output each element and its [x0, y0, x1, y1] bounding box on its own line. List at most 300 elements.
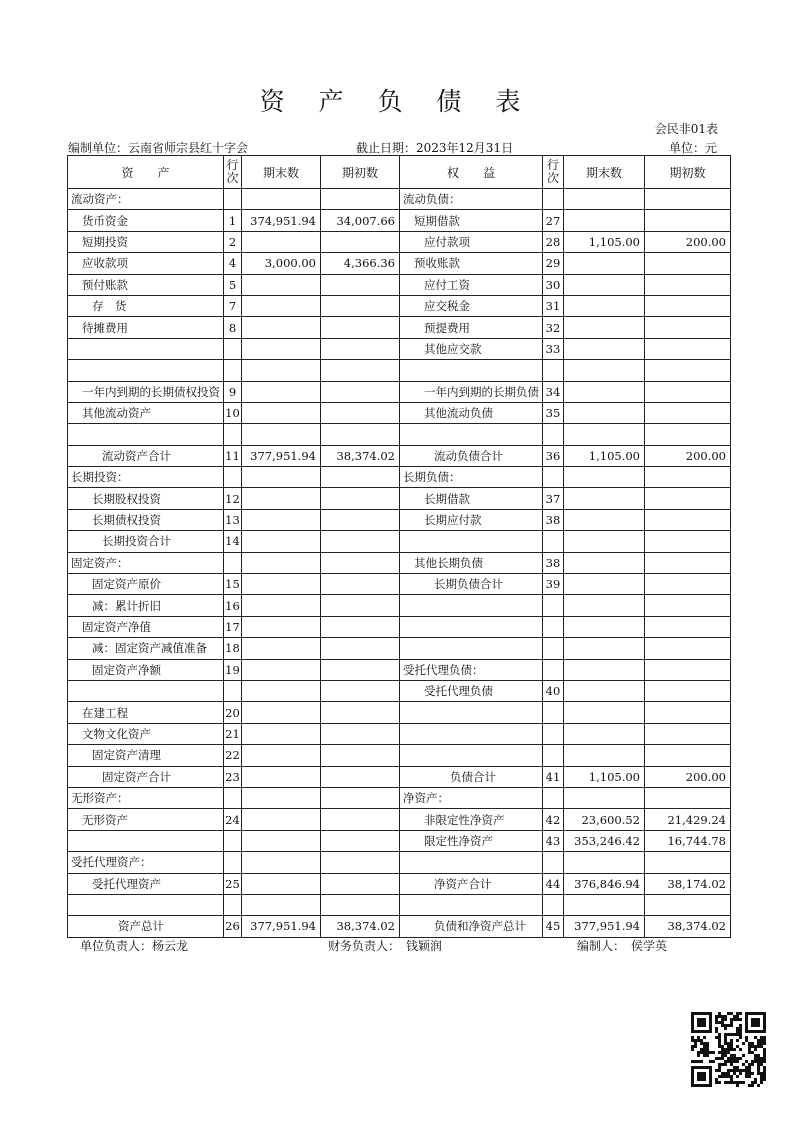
liability-period-begin — [645, 253, 731, 274]
asset-period-end — [242, 787, 321, 808]
liability-period-end — [564, 210, 645, 231]
asset-line-no — [224, 830, 242, 851]
asset-name: 无形资产 — [68, 809, 224, 830]
liability-period-begin: 38,374.02 — [645, 916, 731, 937]
liability-line-no: 28 — [543, 231, 564, 252]
liability-line-no — [543, 531, 564, 552]
asset-name: 文物文化资产 — [68, 723, 224, 744]
liability-line-no: 44 — [543, 873, 564, 894]
liability-period-end — [564, 360, 645, 381]
balance-sheet-table — [67, 155, 731, 938]
asset-period-begin: 4,366.36 — [321, 253, 400, 274]
table-row — [68, 616, 731, 637]
asset-line-no: 12 — [224, 488, 242, 509]
asset-name: 一年内到期的长期债权投资 — [68, 381, 224, 402]
asset-period-end — [242, 809, 321, 830]
liability-name: 一年内到期的长期负债 — [400, 381, 543, 402]
liability-name: 受托代理负债： — [400, 659, 543, 680]
header-line-no: 行次 — [224, 156, 242, 189]
table-row — [68, 295, 731, 316]
asset-period-end — [242, 360, 321, 381]
asset-name: 固定资产原价 — [68, 574, 224, 595]
liability-name: 其他长期负债 — [400, 552, 543, 573]
asset-name: 固定资产净额 — [68, 659, 224, 680]
table-row — [68, 402, 731, 423]
liability-period-end — [564, 595, 645, 616]
liability-name: 应交税金 — [400, 295, 543, 316]
asset-line-no — [224, 189, 242, 210]
liability-name: 应付工资 — [400, 274, 543, 295]
asset-period-end — [242, 723, 321, 744]
liability-line-no: 39 — [543, 574, 564, 595]
liability-period-begin — [645, 531, 731, 552]
asset-name — [68, 424, 224, 445]
liability-period-end: 377,951.94 — [564, 916, 645, 937]
liability-name: 其他应交款 — [400, 338, 543, 359]
liability-period-begin — [645, 616, 731, 637]
asset-line-no: 25 — [224, 873, 242, 894]
asset-period-end — [242, 488, 321, 509]
liability-name — [400, 852, 543, 873]
liability-period-end — [564, 702, 645, 723]
asset-name: 其他流动资产 — [68, 402, 224, 423]
liability-period-begin — [645, 509, 731, 530]
liability-name: 预收账款 — [400, 253, 543, 274]
asset-line-no: 8 — [224, 317, 242, 338]
table-row — [68, 852, 731, 873]
asset-name — [68, 360, 224, 381]
header-period-end-2: 期末数 — [564, 156, 645, 189]
cutoff-date-label: 截止日期：2023年12月31日 — [356, 141, 514, 155]
currency-unit-label: 单位：元 — [669, 141, 718, 155]
asset-period-end — [242, 830, 321, 851]
liability-line-no: 40 — [543, 680, 564, 701]
table-row — [68, 787, 731, 808]
asset-name: 固定资产： — [68, 552, 224, 573]
table-header-row — [68, 156, 731, 189]
liability-line-no — [543, 723, 564, 744]
asset-period-end — [242, 894, 321, 915]
asset-line-no — [224, 552, 242, 573]
asset-period-begin — [321, 402, 400, 423]
liability-period-end — [564, 467, 645, 488]
asset-line-no: 13 — [224, 509, 242, 530]
asset-period-end: 374,951.94 — [242, 210, 321, 231]
liability-name: 受托代理负债 — [400, 680, 543, 701]
liability-period-end — [564, 659, 645, 680]
liability-period-begin — [645, 787, 731, 808]
liability-line-no: 27 — [543, 210, 564, 231]
table-row — [68, 745, 731, 766]
asset-period-end — [242, 509, 321, 530]
liability-name — [400, 595, 543, 616]
liability-period-end — [564, 381, 645, 402]
liability-period-begin: 200.00 — [645, 766, 731, 787]
liability-name: 净资产合计 — [400, 873, 543, 894]
liability-name — [400, 723, 543, 744]
qr-code-icon — [691, 1012, 766, 1087]
liability-name — [400, 745, 543, 766]
liability-period-begin — [645, 638, 731, 659]
asset-period-end — [242, 189, 321, 210]
asset-period-begin — [321, 274, 400, 295]
asset-period-end — [242, 295, 321, 316]
table-row — [68, 317, 731, 338]
asset-line-no — [224, 467, 242, 488]
asset-line-no: 2 — [224, 231, 242, 252]
liability-line-no — [543, 189, 564, 210]
liability-line-no: 29 — [543, 253, 564, 274]
asset-period-begin — [321, 574, 400, 595]
liability-name — [400, 638, 543, 659]
table-row — [68, 424, 731, 445]
asset-period-end — [242, 231, 321, 252]
asset-name — [68, 680, 224, 701]
asset-period-begin — [321, 745, 400, 766]
liability-name: 负债和净资产总计 — [400, 916, 543, 937]
asset-period-end — [242, 274, 321, 295]
table-row — [68, 552, 731, 573]
asset-period-begin — [321, 873, 400, 894]
asset-line-no: 22 — [224, 745, 242, 766]
asset-line-no: 9 — [224, 381, 242, 402]
liability-period-end — [564, 680, 645, 701]
liability-period-begin — [645, 595, 731, 616]
liability-line-no: 31 — [543, 295, 564, 316]
asset-period-end — [242, 381, 321, 402]
liability-period-begin — [645, 295, 731, 316]
asset-name: 受托代理资产： — [68, 852, 224, 873]
asset-name: 减：累计折旧 — [68, 595, 224, 616]
liability-line-no: 45 — [543, 916, 564, 937]
header-liabilities-equity: 权 益 — [400, 156, 543, 189]
liability-period-end — [564, 852, 645, 873]
liability-line-no: 43 — [543, 830, 564, 851]
asset-period-begin — [321, 638, 400, 659]
unit-head-signature: 单位负责人：杨云龙 — [80, 939, 189, 953]
table-row — [68, 659, 731, 680]
liability-name: 流动负债： — [400, 189, 543, 210]
asset-line-no: 11 — [224, 445, 242, 466]
asset-period-begin — [321, 488, 400, 509]
table-row — [68, 467, 731, 488]
asset-period-end — [242, 638, 321, 659]
liability-line-no — [543, 787, 564, 808]
asset-period-begin — [321, 595, 400, 616]
liability-period-end — [564, 552, 645, 573]
table-row — [68, 253, 731, 274]
liability-period-end — [564, 295, 645, 316]
asset-period-begin — [321, 766, 400, 787]
liability-line-no: 38 — [543, 509, 564, 530]
liability-name — [400, 616, 543, 637]
asset-period-begin — [321, 552, 400, 573]
liability-period-end — [564, 638, 645, 659]
liability-period-begin — [645, 467, 731, 488]
asset-period-begin — [321, 616, 400, 637]
liability-line-no: 32 — [543, 317, 564, 338]
asset-period-end — [242, 659, 321, 680]
liability-line-no — [543, 702, 564, 723]
table-row — [68, 381, 731, 402]
asset-name: 流动资产： — [68, 189, 224, 210]
asset-line-no: 15 — [224, 574, 242, 595]
liability-name: 其他流动负债 — [400, 402, 543, 423]
asset-line-no: 19 — [224, 659, 242, 680]
asset-period-end — [242, 766, 321, 787]
liability-period-begin — [645, 381, 731, 402]
liability-line-no — [543, 659, 564, 680]
table-row — [68, 189, 731, 210]
liability-period-end — [564, 894, 645, 915]
liability-period-begin: 16,744.78 — [645, 830, 731, 851]
preparer-signature: 编制人： 侯学英 — [577, 939, 668, 953]
liability-name: 预提费用 — [400, 317, 543, 338]
liability-line-no: 30 — [543, 274, 564, 295]
asset-line-no — [224, 360, 242, 381]
liability-name: 负债合计 — [400, 766, 543, 787]
liability-name: 流动负债合计 — [400, 445, 543, 466]
asset-period-end — [242, 467, 321, 488]
asset-period-end — [242, 745, 321, 766]
asset-period-begin — [321, 295, 400, 316]
report-title: 资 产 负 债 表 — [259, 87, 534, 116]
liability-period-begin: 38,174.02 — [645, 873, 731, 894]
asset-name: 减：固定资产减值准备 — [68, 638, 224, 659]
liability-line-no — [543, 852, 564, 873]
asset-period-begin — [321, 787, 400, 808]
asset-line-no: 20 — [224, 702, 242, 723]
liability-period-end — [564, 189, 645, 210]
asset-period-end — [242, 424, 321, 445]
asset-line-no: 7 — [224, 295, 242, 316]
asset-line-no — [224, 680, 242, 701]
liability-period-end — [564, 488, 645, 509]
liability-line-no — [543, 360, 564, 381]
asset-period-begin — [321, 659, 400, 680]
liability-name: 长期借款 — [400, 488, 543, 509]
liability-period-begin: 200.00 — [645, 231, 731, 252]
asset-period-begin — [321, 360, 400, 381]
liability-period-end — [564, 509, 645, 530]
liability-period-begin — [645, 894, 731, 915]
liability-period-end: 1,105.00 — [564, 766, 645, 787]
asset-line-no — [224, 787, 242, 808]
asset-period-end — [242, 402, 321, 423]
liability-period-end — [564, 616, 645, 637]
liability-line-no: 41 — [543, 766, 564, 787]
asset-line-no: 24 — [224, 809, 242, 830]
liability-period-begin — [645, 745, 731, 766]
table-row — [68, 210, 731, 231]
liability-period-begin — [645, 402, 731, 423]
asset-name: 流动资产合计 — [68, 445, 224, 466]
asset-name: 固定资产清理 — [68, 745, 224, 766]
asset-period-end: 377,951.94 — [242, 445, 321, 466]
liability-name: 短期借款 — [400, 210, 543, 231]
asset-name: 长期股权投资 — [68, 488, 224, 509]
liability-period-end: 1,105.00 — [564, 231, 645, 252]
asset-period-begin: 38,374.02 — [321, 916, 400, 937]
liability-name: 长期应付款 — [400, 509, 543, 530]
liability-name — [400, 702, 543, 723]
liability-period-begin — [645, 317, 731, 338]
asset-period-end — [242, 680, 321, 701]
asset-name: 无形资产： — [68, 787, 224, 808]
liability-line-no — [543, 595, 564, 616]
asset-period-begin — [321, 852, 400, 873]
liability-name — [400, 894, 543, 915]
asset-name: 长期投资： — [68, 467, 224, 488]
liability-line-no: 35 — [543, 402, 564, 423]
header-line-no-2: 行次 — [543, 156, 564, 189]
asset-period-begin — [321, 231, 400, 252]
table-row — [68, 360, 731, 381]
liability-period-end: 23,600.52 — [564, 809, 645, 830]
asset-name: 预付账款 — [68, 274, 224, 295]
asset-period-begin — [321, 509, 400, 530]
asset-name: 受托代理资产 — [68, 873, 224, 894]
table-row — [68, 274, 731, 295]
table-row — [68, 488, 731, 509]
table-row — [68, 509, 731, 530]
table-row — [68, 809, 731, 830]
liability-line-no — [543, 894, 564, 915]
asset-period-begin — [321, 894, 400, 915]
asset-line-no: 10 — [224, 402, 242, 423]
table-row — [68, 531, 731, 552]
asset-period-begin — [321, 723, 400, 744]
asset-line-no: 18 — [224, 638, 242, 659]
table-row — [68, 231, 731, 252]
asset-period-end — [242, 531, 321, 552]
liability-period-begin — [645, 424, 731, 445]
table-row — [68, 445, 731, 466]
table-row — [68, 680, 731, 701]
asset-period-end — [242, 852, 321, 873]
asset-period-begin — [321, 189, 400, 210]
liability-period-begin — [645, 189, 731, 210]
table-row — [68, 702, 731, 723]
asset-period-begin — [321, 702, 400, 723]
asset-line-no — [224, 894, 242, 915]
asset-line-no: 5 — [224, 274, 242, 295]
liability-period-begin — [645, 488, 731, 509]
table-row — [68, 894, 731, 915]
liability-name: 应付款项 — [400, 231, 543, 252]
asset-period-end: 3,000.00 — [242, 253, 321, 274]
asset-line-no: 4 — [224, 253, 242, 274]
asset-name: 长期投资合计 — [68, 531, 224, 552]
asset-period-begin — [321, 531, 400, 552]
liability-period-begin — [645, 680, 731, 701]
asset-period-begin — [321, 317, 400, 338]
header-period-end: 期末数 — [242, 156, 321, 189]
liability-period-begin — [645, 274, 731, 295]
liability-period-end — [564, 253, 645, 274]
asset-name: 短期投资 — [68, 231, 224, 252]
liability-period-begin: 21,429.24 — [645, 809, 731, 830]
asset-period-end: 377,951.94 — [242, 916, 321, 937]
liability-name — [400, 360, 543, 381]
liability-period-end — [564, 338, 645, 359]
liability-line-no: 33 — [543, 338, 564, 359]
table-row — [68, 638, 731, 659]
asset-name: 待摊费用 — [68, 317, 224, 338]
asset-period-begin — [321, 424, 400, 445]
asset-line-no: 17 — [224, 616, 242, 637]
asset-line-no: 14 — [224, 531, 242, 552]
asset-period-end — [242, 552, 321, 573]
organization-label: 编制单位：云南省师宗县红十字会 — [68, 141, 249, 155]
asset-name: 存 货 — [68, 295, 224, 316]
table-row — [68, 830, 731, 851]
asset-name: 应收款项 — [68, 253, 224, 274]
asset-name — [68, 894, 224, 915]
liability-line-no — [543, 638, 564, 659]
liability-period-begin — [645, 360, 731, 381]
liability-period-end — [564, 574, 645, 595]
liability-line-no — [543, 467, 564, 488]
asset-period-end — [242, 338, 321, 359]
liability-period-end — [564, 531, 645, 552]
asset-period-end — [242, 574, 321, 595]
liability-period-begin — [645, 210, 731, 231]
asset-line-no — [224, 852, 242, 873]
table-row — [68, 595, 731, 616]
liability-name — [400, 531, 543, 552]
finance-head-signature: 财务负责人： 钱颖润 — [328, 939, 443, 953]
liability-period-begin — [645, 702, 731, 723]
asset-line-no: 16 — [224, 595, 242, 616]
liability-period-begin — [645, 552, 731, 573]
form-code: 会民非01表 — [654, 122, 718, 136]
liability-period-end — [564, 723, 645, 744]
asset-line-no: 21 — [224, 723, 242, 744]
liability-period-end: 1,105.00 — [564, 445, 645, 466]
asset-name: 长期债权投资 — [68, 509, 224, 530]
liability-period-end — [564, 745, 645, 766]
asset-period-begin — [321, 381, 400, 402]
asset-period-begin — [321, 467, 400, 488]
asset-period-end — [242, 873, 321, 894]
asset-period-begin — [321, 680, 400, 701]
asset-line-no — [224, 338, 242, 359]
liability-line-no: 34 — [543, 381, 564, 402]
asset-period-end — [242, 616, 321, 637]
liability-period-end: 353,246.42 — [564, 830, 645, 851]
table-row — [68, 766, 731, 787]
liability-name: 长期负债合计 — [400, 574, 543, 595]
liability-period-begin: 200.00 — [645, 445, 731, 466]
liability-period-end — [564, 317, 645, 338]
table-row — [68, 916, 731, 937]
asset-name: 在建工程 — [68, 702, 224, 723]
liability-line-no — [543, 745, 564, 766]
liability-name: 长期负债： — [400, 467, 543, 488]
liability-line-no: 42 — [543, 809, 564, 830]
liability-name: 限定性净资产 — [400, 830, 543, 851]
asset-period-begin — [321, 809, 400, 830]
asset-name: 资产总计 — [68, 916, 224, 937]
asset-period-begin: 34,007.66 — [321, 210, 400, 231]
table-row — [68, 873, 731, 894]
liability-period-end — [564, 274, 645, 295]
liability-name: 净资产： — [400, 787, 543, 808]
liability-period-end: 376,846.94 — [564, 873, 645, 894]
liability-period-begin — [645, 574, 731, 595]
liability-line-no: 37 — [543, 488, 564, 509]
